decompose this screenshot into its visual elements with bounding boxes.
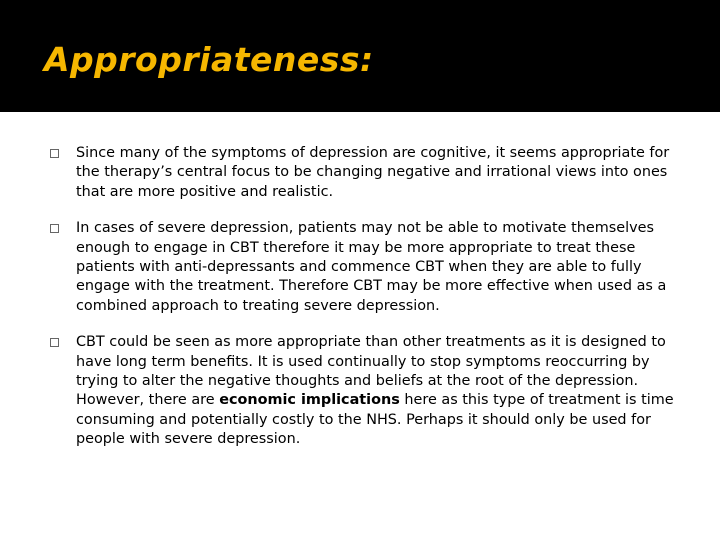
bullet-text-after: here as this type of treatment is time consuming and potentially costly to the NHS. Perhaps it should only be used for people with severe depression. [76, 392, 674, 448]
bullet-item-2 [50, 219, 682, 316]
bullet-text-before: CBT could be seen as more appropriate than other treatments as it is designed to have long term benefits. It is used continually to stop symptoms reoccurring by trying to alter the negative thoughts and beliefs at the root of the depression. However, there are [76, 334, 666, 409]
bullet-item-3 [50, 333, 682, 449]
bullet-list [50, 144, 682, 467]
bullet-item-1 [50, 144, 682, 202]
bullet-text: Since many of the symptoms of depression are cognitive, it seems appropriate for the therapy’s central focus to be changing negative and irrational views into ones that are more positive and realistic. [76, 145, 670, 200]
bullet-text-emphasis: economic implications [219, 392, 400, 409]
bullet-text: In cases of severe depression, patients may not be able to motivate themselves enough to engage in CBT therefore it may be more appropriate to treat these patients with anti-depressants and commence CBT when they are able to fully engage with the treatment. Therefore CBT may be more effective when used as a combined approach to treating severe depression. [76, 220, 667, 314]
slide-title: Appropriateness: [44, 40, 374, 79]
title-bar [0, 0, 720, 112]
square-bullet-icon [50, 149, 59, 158]
square-bullet-icon [50, 338, 59, 347]
square-bullet-icon [50, 224, 59, 233]
